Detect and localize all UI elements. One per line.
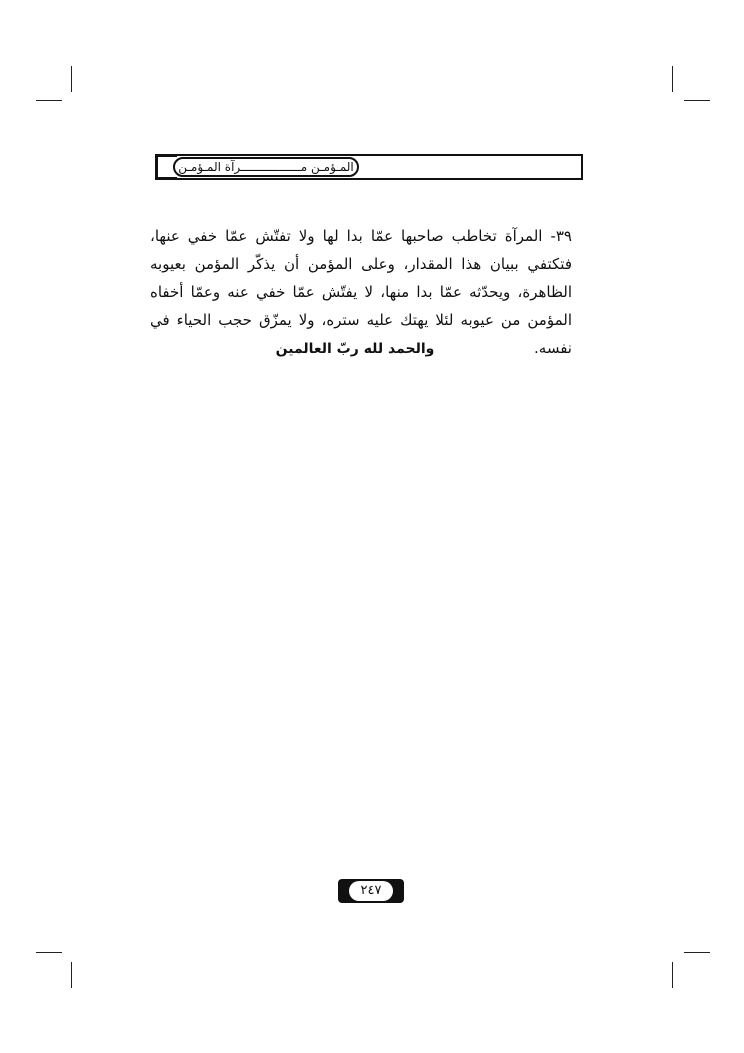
crop-mark-bottom-right-horizontal [684,952,710,953]
running-title: المـؤمـن مـــــــــــــــــرآة المـؤمـن [173,157,359,177]
paragraph: ٣٩- المرآة تخاطب صاحبها عمّا بدا لها ولا تفتّش عمّا خفي عنها، فتكتفي ببيان هذا المقدار، وعلى المؤمن أن يذكّر المؤمن بعيوبه الظاهرة، ويحدّثه عمّا بدا منها، لا يفتّش عمّا خفي عنه وعمّا أخفاه المؤمن من عيوبه لئلا يهتك عليه ستره، ولا يمزّق حجب الحياء في نفسه. [150,227,572,357]
crop-mark-top-left-horizontal [36,100,62,101]
page-number: ٢٤٧ [349,881,393,901]
crop-mark-bottom-left-horizontal [36,952,62,953]
closing-line: والحمد لله ربّ العالمين [275,341,435,357]
running-header [155,154,583,180]
page-number-badge [338,879,404,903]
crop-mark-bottom-left-vertical [71,962,72,988]
crop-mark-top-right-vertical [672,66,673,92]
crop-mark-top-right-horizontal [684,100,710,101]
crop-mark-top-left-vertical [71,66,72,92]
crop-mark-bottom-right-vertical [672,962,673,988]
